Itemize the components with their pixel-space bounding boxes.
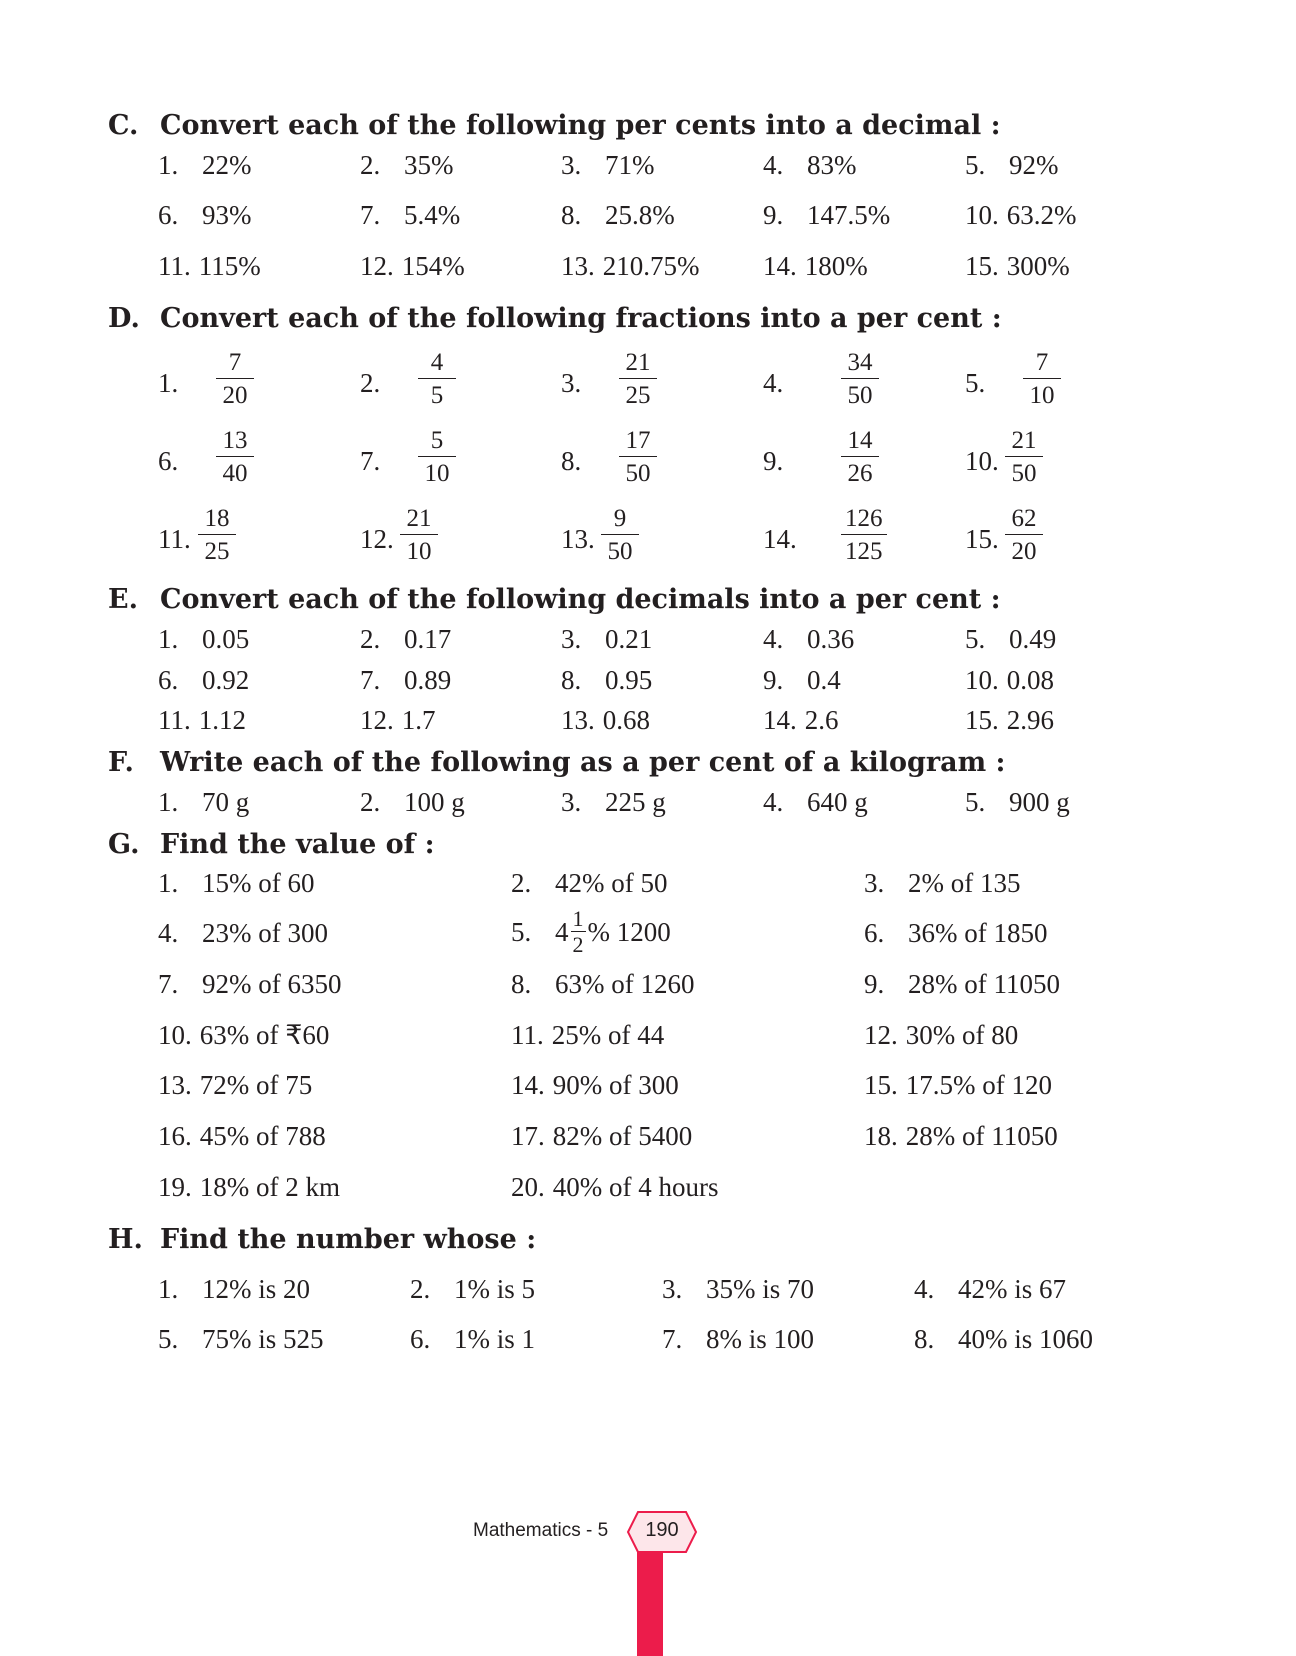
section-letter: C.: [108, 110, 139, 141]
percent-item: [965, 202, 1077, 229]
value-item: [864, 1022, 1018, 1049]
percent-item: [561, 152, 655, 179]
decimal-item: [965, 707, 1054, 734]
section-g-heading: [108, 831, 435, 858]
item-number: 18.: [864, 1121, 898, 1151]
item-number: 6.: [410, 1324, 431, 1354]
item-value: 0.17: [404, 624, 452, 654]
section-f-heading: [108, 749, 1006, 776]
fraction-numerator: 13: [216, 428, 254, 457]
section-title: Write each of the following as a per cent of a kilogram :: [160, 747, 1006, 778]
item-value: 28% of 11050: [908, 969, 1060, 999]
fraction-numerator: 4: [418, 350, 456, 379]
fraction-item: [763, 350, 883, 410]
value-item: [511, 971, 694, 998]
weight-item: [561, 789, 666, 816]
item-value: 25.8%: [605, 200, 675, 230]
item-number: 7.: [360, 446, 381, 476]
item-value: 45% of 788: [199, 1121, 326, 1151]
item-number: 3.: [561, 368, 582, 398]
item-number: 5.: [965, 787, 986, 817]
item-value: 300%: [1006, 251, 1070, 281]
item-value: 25% of 44: [551, 1020, 665, 1050]
item-value: 0.21: [605, 624, 653, 654]
item-number: 14.: [763, 524, 797, 554]
item-value: 71%: [605, 150, 655, 180]
item-number: 9.: [763, 200, 784, 230]
mixed-fraction: [555, 908, 671, 956]
item-number: 11.: [158, 251, 191, 281]
fraction-denominator: 10: [406, 538, 432, 565]
item-number: 17.: [511, 1121, 545, 1151]
fraction: [418, 428, 456, 486]
fraction: [841, 350, 879, 408]
item-number: 13.: [561, 705, 595, 735]
item-value: 0.05: [202, 624, 250, 654]
fraction-item: [360, 506, 480, 566]
item-value: 180%: [804, 251, 868, 281]
item-number: 12.: [360, 705, 394, 735]
item-value: 2.96: [1006, 705, 1054, 735]
value-item: [158, 920, 328, 947]
value-item: [511, 1022, 664, 1049]
mixed-whole: 4: [555, 916, 569, 947]
page-footer: [0, 1510, 1296, 1656]
weight-item: [763, 789, 868, 816]
fraction-numerator: 21: [400, 506, 438, 535]
item-number: 2.: [360, 624, 381, 654]
item-value: 147.5%: [807, 200, 891, 230]
section-title: Convert each of the following per cents into a decimal :: [160, 110, 1001, 141]
section-letter: D.: [108, 303, 140, 334]
item-number: 15.: [965, 705, 999, 735]
percent-item: [763, 253, 868, 280]
item-number: 8.: [561, 665, 582, 695]
fraction-denominator: 5: [430, 382, 444, 409]
fraction: [1005, 428, 1043, 486]
page-number: 190: [645, 1519, 679, 1541]
number-item: [914, 1276, 1066, 1303]
percent-item: [561, 202, 675, 229]
percent-item: [763, 202, 890, 229]
item-number: 6.: [864, 918, 885, 948]
fraction: [601, 506, 639, 564]
item-value: 0.49: [1009, 624, 1057, 654]
fraction-denominator: 25: [625, 382, 651, 409]
item-number: 15.: [965, 251, 999, 281]
section-title: Convert each of the following decimals into a per cent :: [160, 584, 1001, 615]
item-value: 40% of 4 hours: [552, 1172, 719, 1202]
item-value: 0.95: [605, 665, 653, 695]
decimal-item: [561, 667, 652, 694]
percent-item: [763, 152, 857, 179]
number-item: [410, 1276, 535, 1303]
item-number: 10.: [965, 665, 999, 695]
percent-item: [158, 253, 261, 280]
fraction-numerator: 21: [1005, 428, 1043, 457]
fraction-item: [158, 350, 278, 410]
item-number: 1.: [158, 1274, 179, 1304]
section-d-heading: [108, 305, 1002, 332]
percent-item: [965, 152, 1059, 179]
item-number: 5.: [158, 1324, 179, 1354]
weight-item: [158, 789, 249, 816]
item-number: 15.: [965, 524, 999, 554]
item-value: 42% is 67: [958, 1274, 1066, 1304]
item-number: 1.: [158, 368, 179, 398]
percent-item: [360, 202, 460, 229]
decimal-item: [360, 707, 436, 734]
fraction-numerator: 7: [1023, 350, 1061, 379]
item-value: 40% is 1060: [958, 1324, 1093, 1354]
item-number: 7.: [360, 200, 381, 230]
item-number: 12.: [864, 1020, 898, 1050]
item-number: 5.: [965, 624, 986, 654]
item-number: 3.: [561, 787, 582, 817]
item-number: 3.: [561, 624, 582, 654]
item-number: 2.: [511, 868, 532, 898]
fraction: [841, 428, 879, 486]
item-value: 225 g: [605, 787, 666, 817]
fraction: [216, 428, 254, 486]
item-number: 10.: [158, 1020, 192, 1050]
fraction: [418, 350, 456, 408]
weight-item: [360, 789, 465, 816]
decimal-item: [360, 667, 451, 694]
item-value: 100 g: [404, 787, 465, 817]
fraction-item: [965, 428, 1085, 488]
fraction: [619, 350, 657, 408]
item-number: 13.: [561, 524, 595, 554]
item-value: 63% of 1260: [555, 969, 695, 999]
fraction: [400, 506, 438, 564]
fraction-item: [763, 428, 883, 488]
item-number: 9.: [864, 969, 885, 999]
item-number: 14.: [511, 1070, 545, 1100]
number-item: [410, 1326, 535, 1353]
item-number: 5.: [511, 916, 532, 947]
item-value: 5.4%: [404, 200, 461, 230]
item-number: 1.: [158, 150, 179, 180]
section-letter: E.: [108, 584, 138, 615]
item-value: 36% of 1850: [908, 918, 1048, 948]
item-value: 210.75%: [602, 251, 700, 281]
section-e-heading: [108, 586, 1001, 613]
item-number: 4.: [763, 150, 784, 180]
fraction-numerator: 62: [1005, 506, 1043, 535]
item-value: 640 g: [807, 787, 868, 817]
item-value: 82% of 5400: [552, 1121, 693, 1151]
value-item: [158, 971, 341, 998]
item-number: 11.: [158, 705, 191, 735]
number-item: [914, 1326, 1093, 1353]
item-number: 3.: [561, 150, 582, 180]
section-letter: F.: [108, 747, 134, 778]
item-value: 28% of 11050: [905, 1121, 1058, 1151]
fraction-denominator: 26: [847, 460, 873, 487]
decimal-item: [763, 707, 839, 734]
item-value: 42% of 50: [555, 868, 668, 898]
item-value: 83%: [807, 150, 857, 180]
section-title: Find the number whose :: [160, 1224, 537, 1255]
fraction-numerator: 5: [418, 428, 456, 457]
item-number: 2.: [360, 368, 381, 398]
item-number: 3.: [662, 1274, 683, 1304]
value-item: [158, 1022, 329, 1049]
item-value: 0.89: [404, 665, 452, 695]
value-item: [158, 1123, 326, 1150]
item-number: 15.: [864, 1070, 898, 1100]
fraction: [619, 428, 657, 486]
percent-item: [561, 253, 700, 280]
fraction-numerator: 126: [841, 506, 887, 535]
fraction-denominator: 50: [607, 538, 633, 565]
section-h-heading: [108, 1226, 536, 1253]
percent-item: [158, 202, 252, 229]
item-number: 4.: [763, 624, 784, 654]
value-item: [864, 920, 1047, 947]
item-value: 22%: [202, 150, 252, 180]
fraction-denominator: 25: [204, 538, 230, 565]
section-letter: G.: [108, 829, 140, 860]
item-number: 6.: [158, 446, 179, 476]
value-item: [511, 870, 667, 897]
fraction-denominator: 10: [1029, 382, 1055, 409]
fraction-numerator: 1: [572, 906, 584, 931]
value-item: [511, 1123, 692, 1150]
item-number: 8.: [561, 200, 582, 230]
item-number: 2.: [360, 787, 381, 817]
fraction-item: [763, 506, 883, 566]
fraction-item: [561, 350, 681, 410]
value-item: [511, 1174, 718, 1201]
item-number: 12.: [360, 524, 394, 554]
item-value: 72% of 75: [199, 1070, 313, 1100]
decimal-item: [360, 626, 451, 653]
item-number: 4.: [914, 1274, 935, 1304]
fraction: [1005, 506, 1043, 564]
item-value: 90% of 300: [552, 1070, 679, 1100]
item-number: 8.: [914, 1324, 935, 1354]
item-number: 8.: [561, 446, 582, 476]
item-number: 13.: [561, 251, 595, 281]
fraction-item: [561, 428, 681, 488]
item-number: 10.: [965, 200, 999, 230]
decimal-item: [561, 626, 652, 653]
item-number: 1.: [158, 624, 179, 654]
item-value: 35% is 70: [706, 1274, 814, 1304]
item-number: 19.: [158, 1172, 192, 1202]
value-item: [158, 1174, 340, 1201]
item-value: 2.6: [804, 705, 839, 735]
item-value: 1.12: [198, 705, 246, 735]
item-value: % 1200: [587, 916, 671, 947]
item-value: 30% of 80: [905, 1020, 1019, 1050]
fraction: [841, 506, 887, 564]
decimal-item: [965, 626, 1056, 653]
fraction-numerator: 7: [216, 350, 254, 379]
item-number: 6.: [158, 665, 179, 695]
item-value: 75% is 525: [202, 1324, 324, 1354]
item-value: 63.2%: [1006, 200, 1077, 230]
fraction-denominator: 10: [424, 460, 450, 487]
fraction-numerator: 9: [601, 506, 639, 535]
fraction-denominator: 2: [572, 932, 584, 957]
number-item: [158, 1326, 324, 1353]
fraction-numerator: 17: [619, 428, 657, 457]
percent-item: [965, 253, 1070, 280]
fraction-item: [360, 350, 480, 410]
item-number: 4.: [763, 787, 784, 817]
item-value: 0.4: [807, 665, 841, 695]
item-number: 2.: [410, 1274, 431, 1304]
item-number: 4.: [763, 368, 784, 398]
item-value: 1% is 1: [454, 1324, 535, 1354]
fraction-numerator: 18: [198, 506, 236, 535]
fraction: [216, 350, 254, 408]
fraction-item: [561, 506, 681, 566]
fraction-item: [158, 428, 278, 488]
item-number: 7.: [360, 665, 381, 695]
item-value: 1% is 5: [454, 1274, 535, 1304]
value-item: [158, 870, 314, 897]
section-letter: H.: [108, 1224, 143, 1255]
decimal-item: [763, 667, 841, 694]
fraction-denominator: 50: [847, 382, 873, 409]
section-title: Find the value of :: [160, 829, 435, 860]
item-number: 9.: [763, 446, 784, 476]
fraction-numerator: 21: [619, 350, 657, 379]
number-item: [158, 1276, 310, 1303]
item-number: 12.: [360, 251, 394, 281]
section-c-heading: [108, 112, 1001, 139]
decimal-item: [965, 667, 1054, 694]
item-number: 1.: [158, 868, 179, 898]
value-item: [864, 1072, 1052, 1099]
value-item: [511, 908, 671, 956]
item-value: 93%: [202, 200, 252, 230]
item-number: 4.: [158, 918, 179, 948]
item-value: 63% of ₹60: [199, 1020, 330, 1050]
item-value: 92% of 6350: [202, 969, 342, 999]
item-number: 10.: [965, 446, 999, 476]
item-value: 18% of 2 km: [199, 1172, 340, 1202]
number-item: [662, 1326, 814, 1353]
book-title: Mathematics - 5: [473, 1520, 609, 1541]
item-number: 9.: [763, 665, 784, 695]
decimal-item: [158, 626, 249, 653]
item-number: 1.: [158, 787, 179, 817]
decimal-item: [158, 707, 246, 734]
item-number: 2.: [360, 150, 381, 180]
fraction-denominator: 40: [222, 460, 248, 487]
item-number: 7.: [662, 1324, 683, 1354]
item-value: 0.68: [602, 705, 650, 735]
decimal-item: [763, 626, 854, 653]
item-number: 8.: [511, 969, 532, 999]
percent-item: [158, 152, 252, 179]
item-value: 0.36: [807, 624, 855, 654]
fraction-item: [158, 506, 278, 566]
percent-item: [360, 152, 454, 179]
fraction-item: [360, 428, 480, 488]
value-item: [864, 870, 1020, 897]
item-number: 14.: [763, 251, 797, 281]
item-value: 1.7: [401, 705, 436, 735]
item-number: 13.: [158, 1070, 192, 1100]
value-item: [158, 1072, 312, 1099]
item-number: 5.: [965, 150, 986, 180]
item-number: 16.: [158, 1121, 192, 1151]
section-title: Convert each of the following fractions into a per cent :: [160, 303, 1002, 334]
decimal-item: [158, 667, 249, 694]
item-value: 92%: [1009, 150, 1059, 180]
fraction-numerator: 34: [841, 350, 879, 379]
fraction-denominator: 20: [222, 382, 248, 409]
mixed-fraction-part: [571, 908, 586, 956]
fraction-item: [965, 506, 1085, 566]
fraction-denominator: 50: [1011, 460, 1037, 487]
item-value: 8% is 100: [706, 1324, 814, 1354]
item-number: 7.: [158, 969, 179, 999]
item-value: 23% of 300: [202, 918, 328, 948]
decimal-item: [561, 707, 650, 734]
item-number: 5.: [965, 368, 986, 398]
item-number: 11.: [511, 1020, 544, 1050]
item-value: 154%: [401, 251, 465, 281]
fraction-numerator: 14: [841, 428, 879, 457]
item-value: 2% of 135: [908, 868, 1021, 898]
item-value: 70 g: [202, 787, 250, 817]
value-item: [864, 1123, 1058, 1150]
page-edge-bar: [637, 1552, 663, 1656]
item-number: 14.: [763, 705, 797, 735]
item-number: 11.: [158, 524, 191, 554]
weight-item: [965, 789, 1070, 816]
item-number: 3.: [864, 868, 885, 898]
value-item: [864, 971, 1060, 998]
fraction-denominator: 50: [625, 460, 651, 487]
item-value: 115%: [198, 251, 261, 281]
item-number: 20.: [511, 1172, 545, 1202]
number-item: [662, 1276, 814, 1303]
item-number: 6.: [158, 200, 179, 230]
fraction: [1023, 350, 1061, 408]
fraction: [198, 506, 236, 564]
item-value: 17.5% of 120: [905, 1070, 1052, 1100]
item-value: 0.92: [202, 665, 250, 695]
fraction-denominator: 20: [1011, 538, 1037, 565]
item-value: 0.08: [1006, 665, 1054, 695]
value-item: [511, 1072, 679, 1099]
item-value: 15% of 60: [202, 868, 315, 898]
fraction-denominator: 125: [845, 538, 883, 565]
item-value: 12% is 20: [202, 1274, 310, 1304]
percent-item: [360, 253, 465, 280]
item-value: 35%: [404, 150, 454, 180]
item-value: 900 g: [1009, 787, 1070, 817]
fraction-item: [965, 350, 1085, 410]
